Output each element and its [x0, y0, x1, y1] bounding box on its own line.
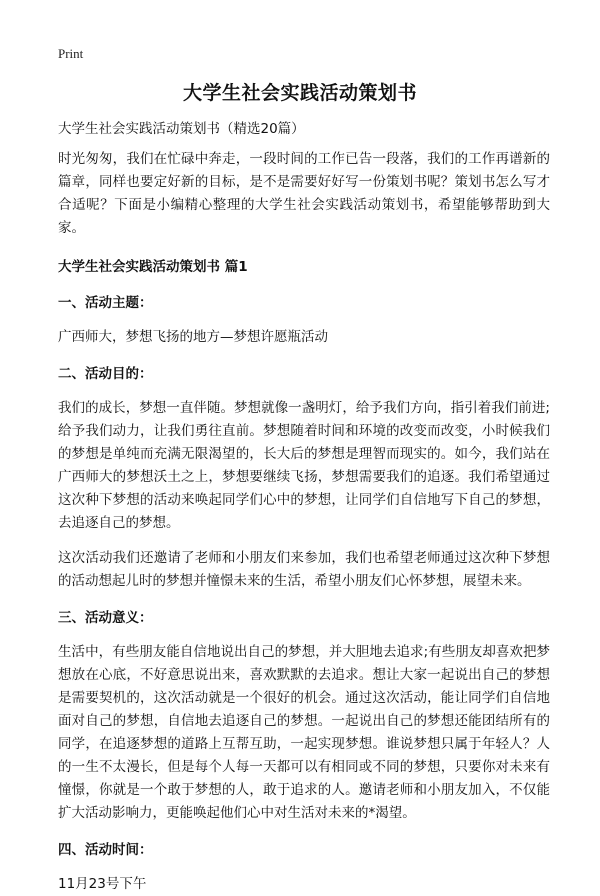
- print-link[interactable]: Print: [58, 46, 84, 61]
- section-paragraph-purpose-1: 我们的成长，梦想一直伴随。梦想就像一盏明灯，给予我们方向，指引着我们前进;给予我们动力，让我们勇往直前。梦想随着时间和环境的改变而改变，小时候我们的梦想是单纯而充满无限渴望的，长大后的梦想是理智而现实的。如今，我们站在广西师大的梦想沃土之上，梦想要继续飞扬，梦想需要我们的追逐。我们希望通过这次种下梦想的活动来唤起同学们心中的梦想，让同学们自信地写下自己的梦想，去追逐自己的梦想。: [58, 400, 550, 531]
- section-heading-significance: 三、活动意义：: [58, 610, 153, 626]
- article-section-title: 大学生社会实践活动策划书 篇1: [58, 259, 248, 275]
- section-paragraph-theme: 广西师大，梦想飞扬的地方—梦想许愿瓶活动: [58, 329, 328, 345]
- section-paragraph-significance: 生活中，有些朋友能自信地说出自己的梦想，并大胆地去追求;有些朋友却喜欢把梦想放在心底，不好意思说出来，喜欢默默的去追求。想让大家一起说出自己的梦想是需要契机的，这次活动就是一个很好的机会。通过这次活动，能让同学们自信地面对自己的梦想，自信地去追逐自己的梦想。一起说出自己的梦想还能团结所有的同学，在追逐梦想的道路上互帮互助，一起实现梦想。谁说梦想只属于年轻人？人的一生不太漫长，但是每个人每一天都可以有相同或不同的梦想，只要你对未来有憧憬，你就是一个敢于梦想的人，敢于追求的人。邀请老师和小朋友加入，不仅能扩大活动影响力，更能唤起他们心中对生活对未来的*渴望。: [58, 644, 550, 821]
- page-title: 大学生社会实践活动策划书: [182, 82, 417, 104]
- intro-paragraph: 时光匆匆，我们在忙碌中奔走，一段时间的工作已告一段落，我们的工作再谱新的篇章，同样也要定好新的目标，是不是需要好好写一份策划书呢？策划书怎么写才合适呢？下面是小编精心整理的大学生社会实践活动策划书，希望能够帮助到大家。: [58, 151, 550, 236]
- section-paragraph-purpose-2: 这次活动我们还邀请了老师和小朋友们来参加，我们也希望老师通过这次种下梦想的活动想起儿时的梦想并憧憬未来的生活，希望小朋友们心怀梦想，展望未来。: [58, 550, 550, 589]
- document-subtitle: 大学生社会实践活动策划书（精选20篇）: [58, 121, 305, 137]
- section-heading-theme: 一、活动主题：: [58, 295, 153, 311]
- section-paragraph-time: 11月23号下午: [58, 876, 147, 892]
- section-heading-purpose: 二、活动目的：: [58, 366, 153, 382]
- section-heading-time: 四、活动时间：: [58, 842, 153, 858]
- document-body: [58, 118, 550, 896]
